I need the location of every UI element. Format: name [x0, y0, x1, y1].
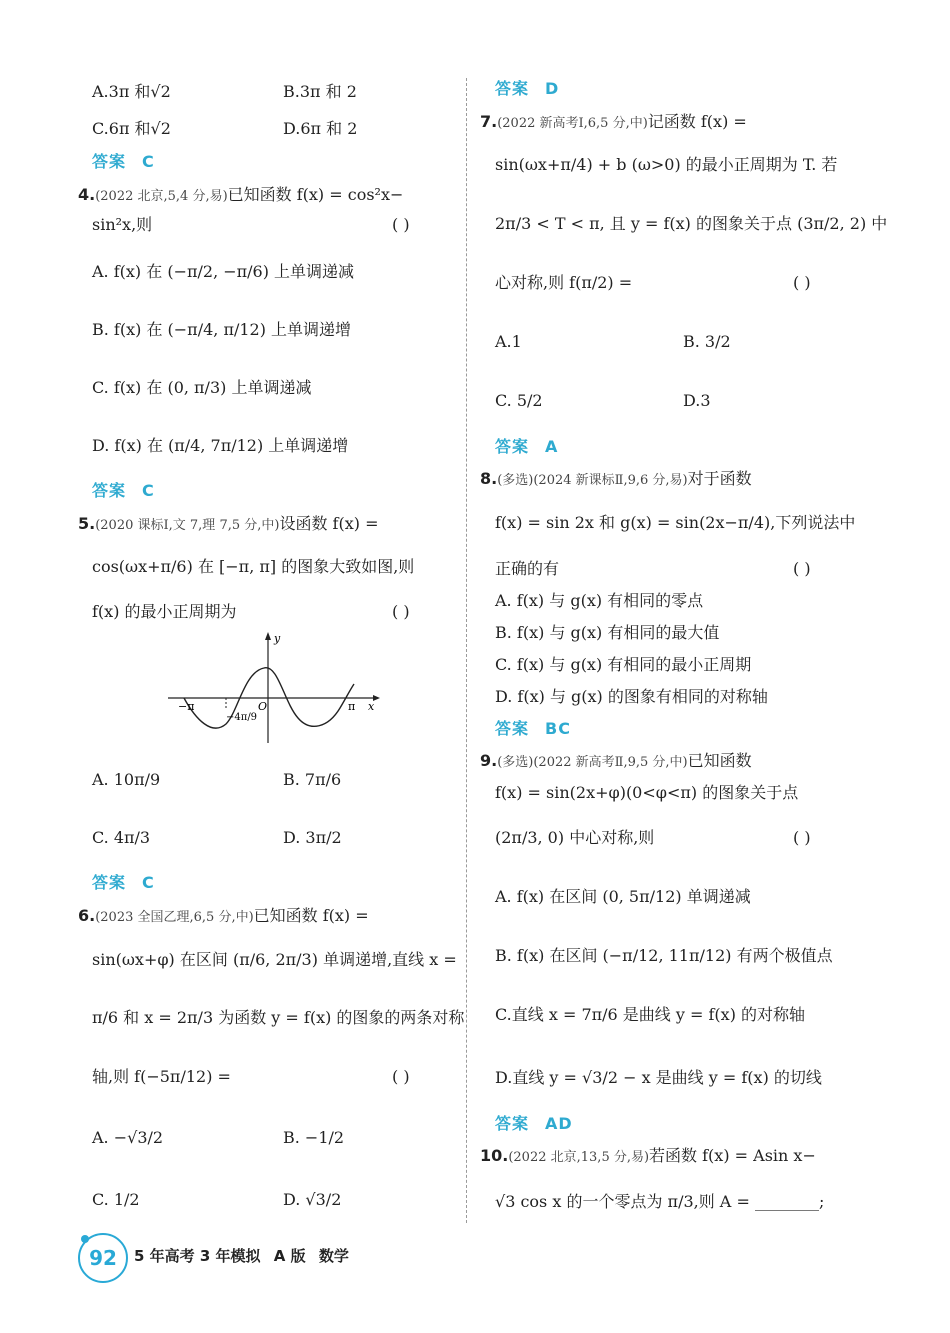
q6-stem-3: π/6 和 x = 2π/3 为函数 y = f(x) 的图象的两条对称 — [92, 1008, 465, 1027]
q4-option-b: B. f(x) 在 (−π/4, π/12) 上单调递增 — [92, 320, 352, 339]
q7-option-d: D.3 — [683, 391, 711, 410]
q4-answer-paren: ( ) — [392, 215, 410, 234]
q3-option-b: B.3π 和 2 — [283, 82, 357, 101]
q4-stem-2: sin²x,则 — [92, 215, 153, 234]
q8-stem-2: f(x) = sin 2x 和 g(x) = sin(2x−π/4),下列说法中 — [495, 513, 856, 532]
q9-answer: 答案 AD — [495, 1114, 573, 1133]
q7-stem-4: 心对称,则 f(π/2) = — [495, 273, 633, 292]
q6-option-a: A. −√3/2 — [92, 1128, 164, 1147]
q7-option-a: A.1 — [495, 332, 522, 351]
q5-stem: 5.(2020 课标Ⅰ,文 7,理 7,5 分,中)设函数 f(x) = — [78, 514, 379, 533]
footer-edition: A 版 — [273, 1247, 306, 1265]
q8-stem: 8.(多选)(2024 新课标Ⅱ,9,6 分,易)对于函数 — [480, 469, 752, 488]
y-axis-arrow — [265, 632, 271, 640]
q3-option-d: D.6π 和 2 — [283, 119, 358, 138]
q5-answer: 答案 C — [92, 873, 155, 892]
q6-option-b: B. −1/2 — [283, 1128, 345, 1147]
q9-option-d: D.直线 y = √3/2 − x 是曲线 y = f(x) 的切线 — [495, 1068, 822, 1087]
q8-option-a: A. f(x) 与 g(x) 有相同的零点 — [495, 591, 704, 610]
q10-stem: 10.(2022 北京,13,5 分,易)若函数 f(x) = Asin x− — [480, 1146, 816, 1165]
q6-stem-2: sin(ωx+φ) 在区间 (π/6, 2π/3) 单调递增,直线 x = — [92, 950, 457, 969]
graph-pi-label: π — [348, 700, 356, 713]
q3-answer: 答案 C — [92, 152, 155, 171]
q9-option-b: B. f(x) 在区间 (−π/12, 11π/12) 有两个极值点 — [495, 946, 833, 965]
q7-answer: 答案 A — [495, 437, 559, 456]
q6-option-c: C. 1/2 — [92, 1190, 140, 1209]
q6-stem-4: 轴,则 f(−5π/12) = — [92, 1067, 231, 1086]
q6-answer: 答案 D — [495, 79, 560, 98]
q5-option-b: B. 7π/6 — [283, 770, 342, 789]
q9-stem-3: (2π/3, 0) 中心对称,则 — [495, 828, 655, 847]
q8-option-b: B. f(x) 与 g(x) 有相同的最大值 — [495, 623, 720, 642]
footer-title — [134, 1245, 357, 1266]
footer-subject: 数学 — [318, 1247, 349, 1265]
q7-option-c: C. 5/2 — [495, 391, 543, 410]
q5-answer-paren: ( ) — [392, 602, 410, 621]
q4-stem: 4.(2022 北京,5,4 分,易)已知函数 f(x) = cos²x− — [78, 185, 404, 204]
q7-stem: 7.(2022 新高考Ⅰ,6,5 分,中)记函数 f(x) = — [480, 112, 747, 131]
q4-option-d: D. f(x) 在 (π/4, 7π/12) 上单调递增 — [92, 436, 349, 455]
graph-neg-pi-label: −π — [178, 700, 195, 713]
graph-x-label: x — [368, 700, 375, 713]
q8-answer: 答案 BC — [495, 719, 571, 738]
q7-answer-paren: ( ) — [793, 273, 811, 292]
q9-stem: 9.(多选)(2022 新高考Ⅱ,9,5 分,中)已知函数 — [480, 751, 752, 770]
q5-option-a: A. 10π/9 — [92, 770, 161, 789]
graph-origin-label: O — [258, 700, 268, 713]
q3-option-a: A.3π 和√2 — [92, 82, 171, 101]
graph-y-label: y — [274, 632, 281, 645]
q9-option-a: A. f(x) 在区间 (0, 5π/12) 单调递减 — [495, 887, 751, 906]
graph-mark-label: −4π/9 — [226, 712, 258, 723]
q8-answer-paren: ( ) — [793, 559, 811, 578]
q5-stem-2: cos(ωx+π/6) 在 [−π, π] 的图象大致如图,则 — [92, 557, 415, 576]
q8-option-d: D. f(x) 与 g(x) 的图象有相同的对称轴 — [495, 687, 768, 706]
page-number-dot — [81, 1235, 89, 1243]
q5-option-c: C. 4π/3 — [92, 828, 151, 847]
page-number: 92 — [78, 1233, 128, 1283]
q8-option-c: C. f(x) 与 g(x) 有相同的最小正周期 — [495, 655, 752, 674]
q7-option-b: B. 3/2 — [683, 332, 731, 351]
q7-stem-2: sin(ωx+π/4) + b (ω>0) 的最小正周期为 T. 若 — [495, 155, 838, 174]
q3-option-c: C.6π 和√2 — [92, 119, 171, 138]
q5-stem-3: f(x) 的最小正周期为 — [92, 602, 237, 621]
q9-answer-paren: ( ) — [793, 828, 811, 847]
q6-option-d: D. √3/2 — [283, 1190, 342, 1209]
q5-option-d: D. 3π/2 — [283, 828, 342, 847]
q4-answer: 答案 C — [92, 481, 155, 500]
q6-stem: 6.(2023 全国乙理,6,5 分,中)已知函数 f(x) = — [78, 906, 369, 925]
q10-stem-2: √3 cos x 的一个零点为 π/3,则 A = ________; — [495, 1192, 825, 1211]
q7-stem-3: 2π/3 < T < π, 且 y = f(x) 的图象关于点 (3π/2, 2) 中 — [495, 214, 888, 233]
q8-stem-3: 正确的有 — [495, 559, 560, 578]
q6-answer-paren: ( ) — [392, 1067, 410, 1086]
column-divider — [466, 78, 467, 1223]
footer-book: 5 年高考 3 年模拟 — [134, 1247, 261, 1265]
q5-graph — [168, 628, 380, 746]
q4-option-c: C. f(x) 在 (0, π/3) 上单调递减 — [92, 378, 312, 397]
q9-option-c: C.直线 x = 7π/6 是曲线 y = f(x) 的对称轴 — [495, 1005, 806, 1024]
q4-option-a: A. f(x) 在 (−π/2, −π/6) 上单调递减 — [92, 262, 355, 281]
q9-stem-2: f(x) = sin(2x+φ)(0<φ<π) 的图象关于点 — [495, 783, 799, 802]
